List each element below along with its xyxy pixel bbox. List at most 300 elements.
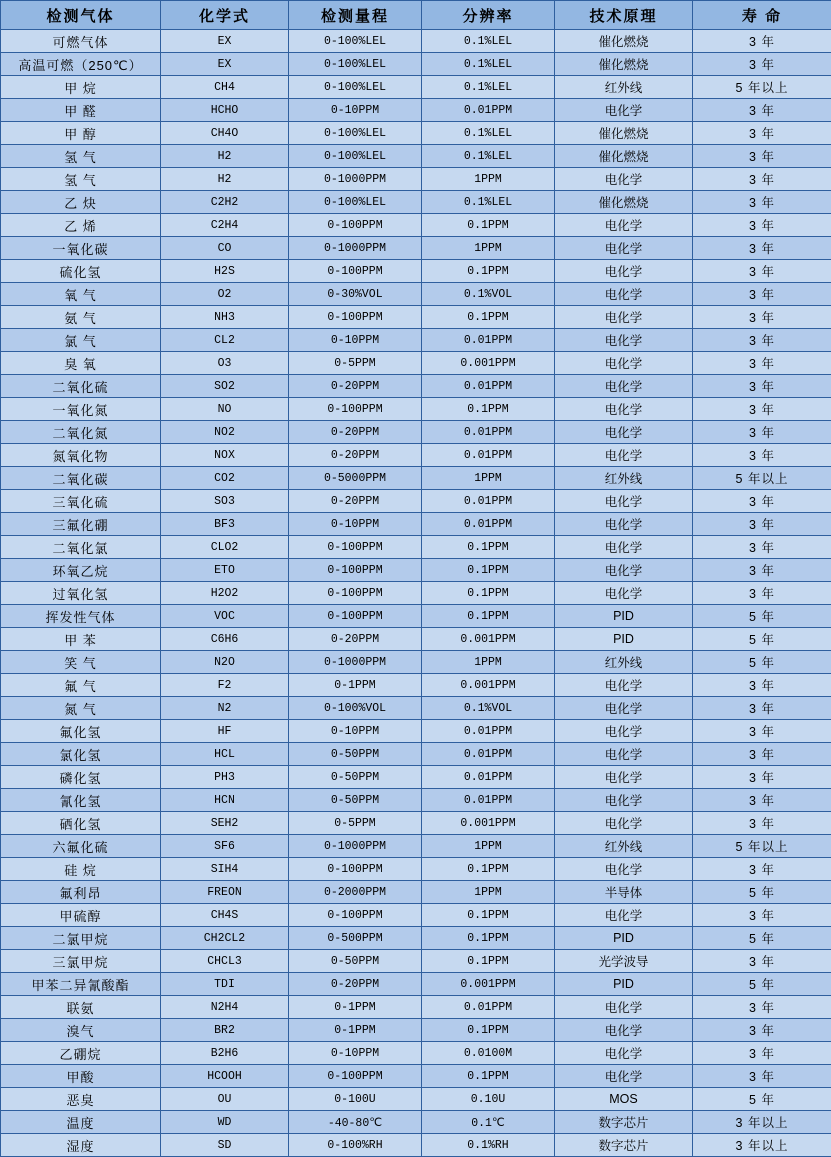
table-row xyxy=(1,145,831,168)
cell-principle: 电化学 xyxy=(555,904,693,927)
cell-principle: 电化学 xyxy=(555,743,693,766)
cell-principle: 电化学 xyxy=(555,1019,693,1042)
cell-lifespan: 3 年 xyxy=(693,1042,831,1065)
cell-lifespan: 3 年 xyxy=(693,145,831,168)
cell-gas-name: 氟化氢 xyxy=(1,720,161,743)
cell-principle: 电化学 xyxy=(555,559,693,582)
table-row xyxy=(1,283,831,306)
cell-resolution: 0.01PPM xyxy=(422,421,555,444)
cell-gas-name: 氟 气 xyxy=(1,674,161,697)
table-row xyxy=(1,559,831,582)
cell-lifespan: 3 年 xyxy=(693,421,831,444)
cell-formula: HCN xyxy=(161,789,289,812)
cell-range: 0-100%LEL xyxy=(289,191,422,214)
cell-principle: 数字芯片 xyxy=(555,1111,693,1134)
cell-principle: 电化学 xyxy=(555,168,693,191)
cell-range: 0-50PPM xyxy=(289,950,422,973)
cell-range: 0-100PPM xyxy=(289,582,422,605)
cell-principle: 电化学 xyxy=(555,697,693,720)
cell-resolution: 0.001PPM xyxy=(422,812,555,835)
cell-resolution: 1PPM xyxy=(422,237,555,260)
cell-resolution: 0.0100M xyxy=(422,1042,555,1065)
cell-formula: CH4 xyxy=(161,76,289,99)
cell-formula: CHCL3 xyxy=(161,950,289,973)
table-row xyxy=(1,582,831,605)
cell-formula: NOX xyxy=(161,444,289,467)
cell-range: 0-100%LEL xyxy=(289,53,422,76)
table-row xyxy=(1,122,831,145)
cell-lifespan: 3 年 xyxy=(693,490,831,513)
cell-formula: SF6 xyxy=(161,835,289,858)
cell-resolution: 0.1PPM xyxy=(422,1019,555,1042)
table-row xyxy=(1,605,831,628)
cell-resolution: 1PPM xyxy=(422,835,555,858)
cell-gas-name: 六氟化硫 xyxy=(1,835,161,858)
cell-gas-name: 氮氧化物 xyxy=(1,444,161,467)
cell-lifespan: 5 年 xyxy=(693,927,831,950)
table-row xyxy=(1,214,831,237)
cell-range: 0-100PPM xyxy=(289,536,422,559)
cell-lifespan: 3 年 xyxy=(693,30,831,53)
table-row xyxy=(1,191,831,214)
cell-resolution: 0.1%VOL xyxy=(422,283,555,306)
cell-range: 0-30%VOL xyxy=(289,283,422,306)
table-row xyxy=(1,237,831,260)
cell-principle: PID xyxy=(555,973,693,996)
cell-resolution: 0.10U xyxy=(422,1088,555,1111)
table-row xyxy=(1,30,831,53)
cell-gas-name: 高温可燃（250℃） xyxy=(1,53,161,76)
cell-range: 0-100PPM xyxy=(289,260,422,283)
cell-resolution: 0.01PPM xyxy=(422,513,555,536)
cell-gas-name: 氯 气 xyxy=(1,329,161,352)
cell-resolution: 0.1PPM xyxy=(422,582,555,605)
table-row xyxy=(1,536,831,559)
cell-lifespan: 3 年 xyxy=(693,582,831,605)
table-row xyxy=(1,1042,831,1065)
cell-resolution: 0.1%VOL xyxy=(422,697,555,720)
cell-resolution: 0.001PPM xyxy=(422,352,555,375)
cell-gas-name: 硫化氢 xyxy=(1,260,161,283)
cell-gas-name: 环氧乙烷 xyxy=(1,559,161,582)
cell-range: 0-10PPM xyxy=(289,513,422,536)
cell-gas-name: 挥发性气体 xyxy=(1,605,161,628)
cell-principle: 电化学 xyxy=(555,1042,693,1065)
cell-gas-name: 氨 气 xyxy=(1,306,161,329)
cell-formula: HCL xyxy=(161,743,289,766)
cell-formula: F2 xyxy=(161,674,289,697)
cell-gas-name: 氢 气 xyxy=(1,168,161,191)
cell-range: 0-100PPM xyxy=(289,214,422,237)
cell-principle: 红外线 xyxy=(555,835,693,858)
cell-lifespan: 3 年以上 xyxy=(693,1111,831,1134)
cell-resolution: 0.1℃ xyxy=(422,1111,555,1134)
cell-gas-name: 乙 烯 xyxy=(1,214,161,237)
cell-principle: PID xyxy=(555,927,693,950)
cell-gas-name: 甲 烷 xyxy=(1,76,161,99)
table-body xyxy=(1,30,831,1157)
cell-resolution: 0.1%RH xyxy=(422,1134,555,1157)
cell-principle: PID xyxy=(555,605,693,628)
cell-principle: 电化学 xyxy=(555,214,693,237)
cell-resolution: 0.1PPM xyxy=(422,1065,555,1088)
table-row xyxy=(1,973,831,996)
cell-formula: NO xyxy=(161,398,289,421)
table-header-row xyxy=(1,1,831,30)
table-row xyxy=(1,421,831,444)
cell-gas-name: 联氨 xyxy=(1,996,161,1019)
cell-principle: 电化学 xyxy=(555,766,693,789)
cell-principle: 半导体 xyxy=(555,881,693,904)
cell-principle: 红外线 xyxy=(555,467,693,490)
cell-principle: 电化学 xyxy=(555,536,693,559)
cell-principle: 催化燃烧 xyxy=(555,30,693,53)
cell-gas-name: 甲 醇 xyxy=(1,122,161,145)
cell-resolution: 0.01PPM xyxy=(422,743,555,766)
cell-lifespan: 3 年 xyxy=(693,214,831,237)
cell-gas-name: 二氧化氮 xyxy=(1,421,161,444)
cell-lifespan: 3 年 xyxy=(693,720,831,743)
cell-formula: WD xyxy=(161,1111,289,1134)
cell-formula: TDI xyxy=(161,973,289,996)
cell-resolution: 0.01PPM xyxy=(422,720,555,743)
table-row xyxy=(1,1111,831,1134)
cell-range: 0-100%VOL xyxy=(289,697,422,720)
cell-lifespan: 3 年 xyxy=(693,904,831,927)
cell-principle: 电化学 xyxy=(555,996,693,1019)
cell-gas-name: 甲酸 xyxy=(1,1065,161,1088)
column-header-principle: 技术原理 xyxy=(555,1,693,30)
cell-gas-name: 湿度 xyxy=(1,1134,161,1157)
table-row xyxy=(1,1019,831,1042)
cell-gas-name: 硅 烷 xyxy=(1,858,161,881)
cell-range: 0-1000PPM xyxy=(289,237,422,260)
cell-formula: NH3 xyxy=(161,306,289,329)
cell-gas-name: 二氧化氯 xyxy=(1,536,161,559)
table-row xyxy=(1,674,831,697)
cell-resolution: 0.01PPM xyxy=(422,490,555,513)
cell-formula: SO2 xyxy=(161,375,289,398)
cell-resolution: 1PPM xyxy=(422,881,555,904)
cell-resolution: 0.001PPM xyxy=(422,973,555,996)
cell-formula: BF3 xyxy=(161,513,289,536)
cell-lifespan: 3 年 xyxy=(693,283,831,306)
cell-formula: O2 xyxy=(161,283,289,306)
cell-range: 0-20PPM xyxy=(289,973,422,996)
table-row xyxy=(1,352,831,375)
cell-lifespan: 3 年 xyxy=(693,99,831,122)
cell-principle: 红外线 xyxy=(555,76,693,99)
cell-formula: PH3 xyxy=(161,766,289,789)
table-row xyxy=(1,99,831,122)
cell-range: 0-20PPM xyxy=(289,421,422,444)
table-row xyxy=(1,76,831,99)
cell-lifespan: 3 年 xyxy=(693,789,831,812)
cell-principle: 电化学 xyxy=(555,329,693,352)
cell-range: 0-100%RH xyxy=(289,1134,422,1157)
column-header-range: 检测量程 xyxy=(289,1,422,30)
table-row xyxy=(1,444,831,467)
cell-lifespan: 3 年 xyxy=(693,996,831,1019)
cell-formula: OU xyxy=(161,1088,289,1111)
cell-range: 0-10PPM xyxy=(289,720,422,743)
cell-formula: C2H2 xyxy=(161,191,289,214)
cell-principle: 电化学 xyxy=(555,237,693,260)
cell-lifespan: 3 年 xyxy=(693,53,831,76)
table-row xyxy=(1,950,831,973)
table-row xyxy=(1,996,831,1019)
cell-resolution: 0.01PPM xyxy=(422,996,555,1019)
column-header-formula: 化学式 xyxy=(161,1,289,30)
table-row xyxy=(1,927,831,950)
column-header-lifespan: 寿 命 xyxy=(693,1,831,30)
cell-formula: VOC xyxy=(161,605,289,628)
cell-range: 0-10PPM xyxy=(289,1042,422,1065)
cell-resolution: 0.1PPM xyxy=(422,306,555,329)
cell-resolution: 0.1PPM xyxy=(422,398,555,421)
table-row xyxy=(1,720,831,743)
cell-lifespan: 3 年 xyxy=(693,513,831,536)
cell-gas-name: 氧 气 xyxy=(1,283,161,306)
cell-range: 0-1PPM xyxy=(289,996,422,1019)
cell-gas-name: 笑 气 xyxy=(1,651,161,674)
cell-lifespan: 3 年 xyxy=(693,375,831,398)
cell-formula: C6H6 xyxy=(161,628,289,651)
cell-gas-name: 氟利昂 xyxy=(1,881,161,904)
cell-range: 0-100PPM xyxy=(289,904,422,927)
cell-gas-name: 二氯甲烷 xyxy=(1,927,161,950)
table-row xyxy=(1,260,831,283)
cell-formula: BR2 xyxy=(161,1019,289,1042)
table-row xyxy=(1,1065,831,1088)
cell-resolution: 0.1PPM xyxy=(422,927,555,950)
cell-principle: 电化学 xyxy=(555,398,693,421)
cell-formula: FREON xyxy=(161,881,289,904)
cell-principle: 电化学 xyxy=(555,283,693,306)
table-row xyxy=(1,766,831,789)
cell-range: 0-5PPM xyxy=(289,352,422,375)
cell-gas-name: 二氧化硫 xyxy=(1,375,161,398)
table-row xyxy=(1,329,831,352)
cell-gas-name: 甲硫醇 xyxy=(1,904,161,927)
cell-lifespan: 5 年 xyxy=(693,1088,831,1111)
cell-gas-name: 三氧化硫 xyxy=(1,490,161,513)
cell-range: 0-20PPM xyxy=(289,628,422,651)
cell-principle: 催化燃烧 xyxy=(555,145,693,168)
cell-lifespan: 3 年 xyxy=(693,858,831,881)
cell-principle: 电化学 xyxy=(555,720,693,743)
cell-formula: HCOOH xyxy=(161,1065,289,1088)
cell-formula: B2H6 xyxy=(161,1042,289,1065)
cell-resolution: 0.01PPM xyxy=(422,444,555,467)
cell-formula: H2 xyxy=(161,168,289,191)
cell-formula: EX xyxy=(161,53,289,76)
cell-formula: N2O xyxy=(161,651,289,674)
cell-lifespan: 3 年 xyxy=(693,329,831,352)
cell-principle: 电化学 xyxy=(555,513,693,536)
cell-lifespan: 5 年 xyxy=(693,628,831,651)
table-row xyxy=(1,398,831,421)
cell-gas-name: 硒化氢 xyxy=(1,812,161,835)
table-row xyxy=(1,743,831,766)
cell-lifespan: 5 年以上 xyxy=(693,835,831,858)
table-row xyxy=(1,513,831,536)
cell-principle: 光学波导 xyxy=(555,950,693,973)
cell-resolution: 0.1%LEL xyxy=(422,53,555,76)
table-header xyxy=(1,1,831,30)
cell-lifespan: 3 年 xyxy=(693,398,831,421)
cell-range: 0-2000PPM xyxy=(289,881,422,904)
table-row xyxy=(1,697,831,720)
cell-principle: 电化学 xyxy=(555,444,693,467)
cell-principle: 电化学 xyxy=(555,375,693,398)
cell-range: 0-50PPM xyxy=(289,743,422,766)
cell-resolution: 0.1PPM xyxy=(422,950,555,973)
column-header-gas: 检测气体 xyxy=(1,1,161,30)
cell-resolution: 1PPM xyxy=(422,168,555,191)
table-row xyxy=(1,168,831,191)
cell-principle: 电化学 xyxy=(555,306,693,329)
cell-formula: CO xyxy=(161,237,289,260)
cell-formula: CH2CL2 xyxy=(161,927,289,950)
cell-lifespan: 3 年 xyxy=(693,168,831,191)
cell-range: 0-50PPM xyxy=(289,766,422,789)
cell-principle: PID xyxy=(555,628,693,651)
cell-principle: 红外线 xyxy=(555,651,693,674)
cell-range: 0-100PPM xyxy=(289,306,422,329)
cell-range: 0-100PPM xyxy=(289,605,422,628)
cell-formula: NO2 xyxy=(161,421,289,444)
cell-gas-name: 二氧化碳 xyxy=(1,467,161,490)
cell-range: 0-100%LEL xyxy=(289,122,422,145)
cell-gas-name: 甲苯二异氰酸酯 xyxy=(1,973,161,996)
cell-resolution: 0.01PPM xyxy=(422,375,555,398)
cell-principle: 电化学 xyxy=(555,352,693,375)
cell-gas-name: 氢 气 xyxy=(1,145,161,168)
cell-formula: HCHO xyxy=(161,99,289,122)
table-row xyxy=(1,835,831,858)
cell-range: 0-1000PPM xyxy=(289,835,422,858)
cell-lifespan: 3 年 xyxy=(693,697,831,720)
cell-lifespan: 3 年 xyxy=(693,444,831,467)
cell-resolution: 0.1PPM xyxy=(422,536,555,559)
cell-range: 0-20PPM xyxy=(289,375,422,398)
cell-range: 0-10PPM xyxy=(289,329,422,352)
cell-resolution: 0.01PPM xyxy=(422,329,555,352)
cell-resolution: 0.001PPM xyxy=(422,674,555,697)
cell-principle: 电化学 xyxy=(555,858,693,881)
cell-range: 0-1PPM xyxy=(289,1019,422,1042)
cell-lifespan: 5 年以上 xyxy=(693,76,831,99)
cell-lifespan: 5 年 xyxy=(693,605,831,628)
cell-formula: SD xyxy=(161,1134,289,1157)
cell-formula: H2S xyxy=(161,260,289,283)
cell-gas-name: 甲 醛 xyxy=(1,99,161,122)
cell-range: 0-5PPM xyxy=(289,812,422,835)
table-row xyxy=(1,306,831,329)
cell-gas-name: 臭 氧 xyxy=(1,352,161,375)
cell-resolution: 0.01PPM xyxy=(422,766,555,789)
cell-range: 0-500PPM xyxy=(289,927,422,950)
cell-formula: N2H4 xyxy=(161,996,289,1019)
cell-formula: N2 xyxy=(161,697,289,720)
table-row xyxy=(1,1134,831,1157)
cell-gas-name: 温度 xyxy=(1,1111,161,1134)
cell-range: 0-100PPM xyxy=(289,858,422,881)
cell-lifespan: 3 年 xyxy=(693,950,831,973)
cell-resolution: 0.1PPM xyxy=(422,260,555,283)
cell-resolution: 1PPM xyxy=(422,467,555,490)
cell-resolution: 0.1%LEL xyxy=(422,191,555,214)
cell-lifespan: 5 年 xyxy=(693,881,831,904)
cell-gas-name: 过氧化氢 xyxy=(1,582,161,605)
cell-formula: CLO2 xyxy=(161,536,289,559)
column-header-resolution: 分辨率 xyxy=(422,1,555,30)
cell-gas-name: 可燃气体 xyxy=(1,30,161,53)
cell-formula: CL2 xyxy=(161,329,289,352)
table-row xyxy=(1,628,831,651)
cell-lifespan: 3 年 xyxy=(693,559,831,582)
cell-lifespan: 3 年 xyxy=(693,260,831,283)
cell-principle: 电化学 xyxy=(555,421,693,444)
cell-lifespan: 3 年以上 xyxy=(693,1134,831,1157)
cell-lifespan: 3 年 xyxy=(693,1065,831,1088)
cell-formula: CH4S xyxy=(161,904,289,927)
table-row xyxy=(1,812,831,835)
cell-principle: 电化学 xyxy=(555,789,693,812)
cell-gas-name: 恶臭 xyxy=(1,1088,161,1111)
cell-lifespan: 5 年 xyxy=(693,651,831,674)
cell-range: 0-100PPM xyxy=(289,559,422,582)
cell-lifespan: 5 年以上 xyxy=(693,467,831,490)
table-row xyxy=(1,375,831,398)
cell-principle: 催化燃烧 xyxy=(555,53,693,76)
cell-resolution: 0.01PPM xyxy=(422,789,555,812)
cell-principle: 电化学 xyxy=(555,674,693,697)
cell-range: 0-100PPM xyxy=(289,398,422,421)
cell-range: 0-100%LEL xyxy=(289,30,422,53)
cell-formula: EX xyxy=(161,30,289,53)
table-row xyxy=(1,53,831,76)
cell-formula: SO3 xyxy=(161,490,289,513)
cell-resolution: 0.1%LEL xyxy=(422,30,555,53)
cell-formula: H2O2 xyxy=(161,582,289,605)
table-row xyxy=(1,651,831,674)
cell-range: -40-80℃ xyxy=(289,1111,422,1134)
cell-principle: 催化燃烧 xyxy=(555,122,693,145)
table-row xyxy=(1,904,831,927)
cell-gas-name: 一氧化氮 xyxy=(1,398,161,421)
cell-gas-name: 一氧化碳 xyxy=(1,237,161,260)
cell-range: 0-100%LEL xyxy=(289,145,422,168)
cell-principle: 电化学 xyxy=(555,1065,693,1088)
cell-lifespan: 3 年 xyxy=(693,306,831,329)
cell-formula: CO2 xyxy=(161,467,289,490)
cell-principle: 数字芯片 xyxy=(555,1134,693,1157)
cell-principle: 催化燃烧 xyxy=(555,191,693,214)
cell-lifespan: 3 年 xyxy=(693,766,831,789)
cell-resolution: 0.001PPM xyxy=(422,628,555,651)
cell-principle: 电化学 xyxy=(555,99,693,122)
cell-gas-name: 甲 苯 xyxy=(1,628,161,651)
cell-formula: SEH2 xyxy=(161,812,289,835)
cell-formula: O3 xyxy=(161,352,289,375)
cell-gas-name: 溴气 xyxy=(1,1019,161,1042)
cell-formula: CH4O xyxy=(161,122,289,145)
cell-range: 0-100%LEL xyxy=(289,76,422,99)
cell-gas-name: 三氯甲烷 xyxy=(1,950,161,973)
cell-range: 0-100U xyxy=(289,1088,422,1111)
